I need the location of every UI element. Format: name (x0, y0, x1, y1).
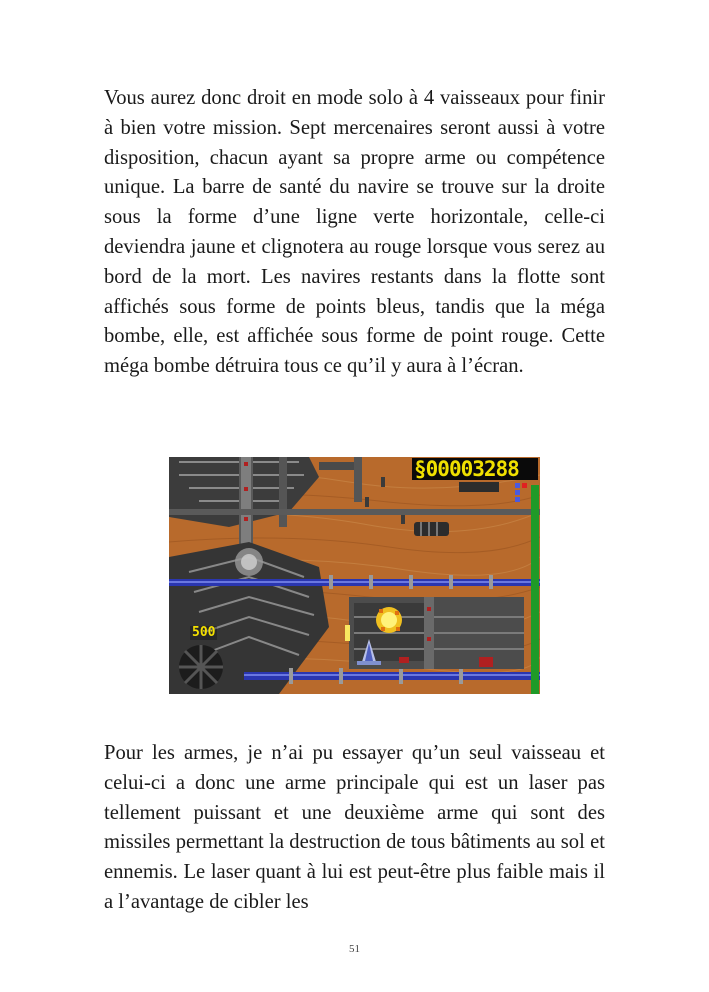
score-value: 00003288 (425, 457, 519, 481)
score-prefix: § (414, 457, 426, 481)
life-dot (515, 497, 520, 502)
page-number: 51 (349, 943, 360, 955)
body-paragraph-continued: Pour les armes, je n’ai pu essayer qu’un seul vaisseau et celui-ci a donc une arme principale qui est un laser pas tellement puissant et une deuxième arme qui sont des missiles permettant la destruction de tous bâtiments au sol et ennemis. Le laser quant à lui est peut-être plus faible mais il a l’avantage de cibler les (104, 742, 605, 913)
health-bar (531, 485, 539, 694)
score-counter (412, 458, 538, 480)
bonus-points: 500 (192, 625, 216, 640)
mega-bomb-dot (522, 483, 527, 488)
game-scene (169, 457, 540, 694)
life-dot (515, 483, 520, 488)
body-paragraph: Vous aurez donc droit en mode solo à 4 vaisseaux pour finir à bien votre mission. Sept mercenaires seront aussi à votre disposition, chacun ayant sa propre arme ou compétence unique. La barre de santé du navire se trouve sur la droite sous la forme d’une ligne verte horizontale, celle-ci deviendra jaune et clignotera au rouge lorsque vous serez au bord de la mort. Les navires restants dans la flotte sont affichés sous forme de points bleus, tandis que la méga bombe, elle, est affichée sous forme de point rouge. Cette méga bombe détruira tous ce qu’il y aura à l’écran. (104, 87, 605, 378)
game-screenshot (169, 457, 540, 694)
life-dot (515, 490, 520, 495)
